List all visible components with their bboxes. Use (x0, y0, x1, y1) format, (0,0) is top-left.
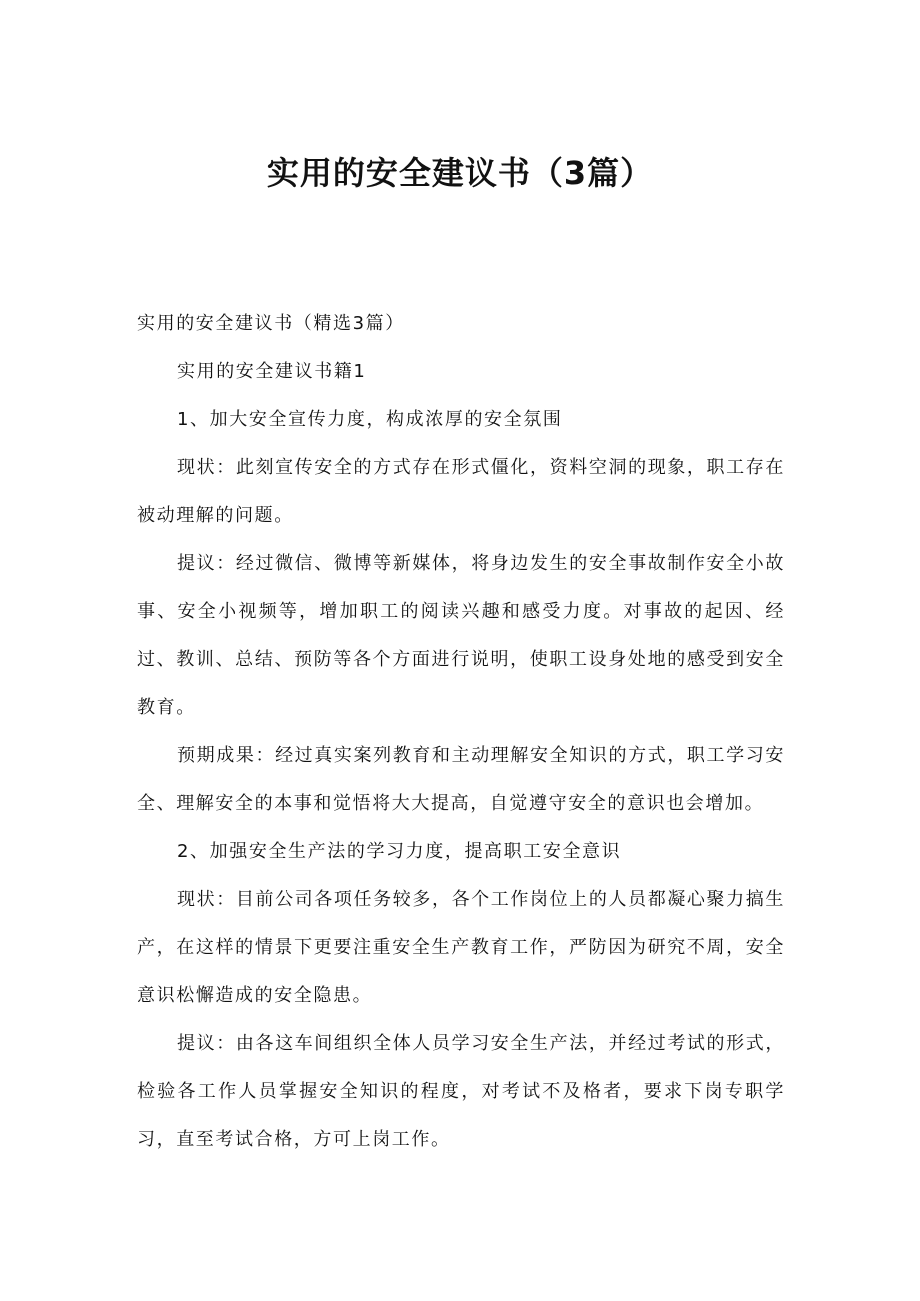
body-paragraph: 预期成果：经过真实案列教育和主动理解安全知识的方式，职工学习安全、理解安全的本事和觉悟将大大提高，自觉遵守安全的意识也会增加。 (137, 745, 785, 814)
body-paragraph: 提议：经过微信、微博等新媒体，将身边发生的安全事故制作安全小故事、安全小视频等，增加职工的阅读兴趣和感受力度。对事故的起因、经过、教训、总结、预防等各个方面进行说明，使职工设身处地的感受到安全教育。 (137, 553, 785, 718)
body-paragraph: 现状：此刻宣传安全的方式存在形式僵化，资料空洞的现象，职工存在被动理解的问题。 (137, 457, 785, 526)
item-heading: 2、加强安全生产法的学习力度，提高职工安全意识 (177, 841, 622, 862)
section-heading: 实用的安全建议书籍1 (177, 361, 367, 382)
document-title: 实用的安全建议书（3篇） (266, 154, 654, 192)
body-paragraph: 提议：由各这车间组织全体人员学习安全生产法，并经过考试的形式，检验各工作人员掌握安全知识的程度，对考试不及格者，要求下岗专职学习，直至考试合格，方可上岗工作。 (137, 1033, 785, 1150)
body-paragraph: 现状：目前公司各项任务较多，各个工作岗位上的人员都凝心聚力搞生产，在这样的情景下更要注重安全生产教育工作，严防因为研究不周，安全意识松懈造成的安全隐患。 (137, 889, 785, 1006)
document-body (137, 300, 785, 1164)
item-heading: 1、加大安全宣传力度，构成浓厚的安全氛围 (177, 409, 563, 430)
document-subtitle: 实用的安全建议书（精选3篇） (137, 313, 405, 334)
